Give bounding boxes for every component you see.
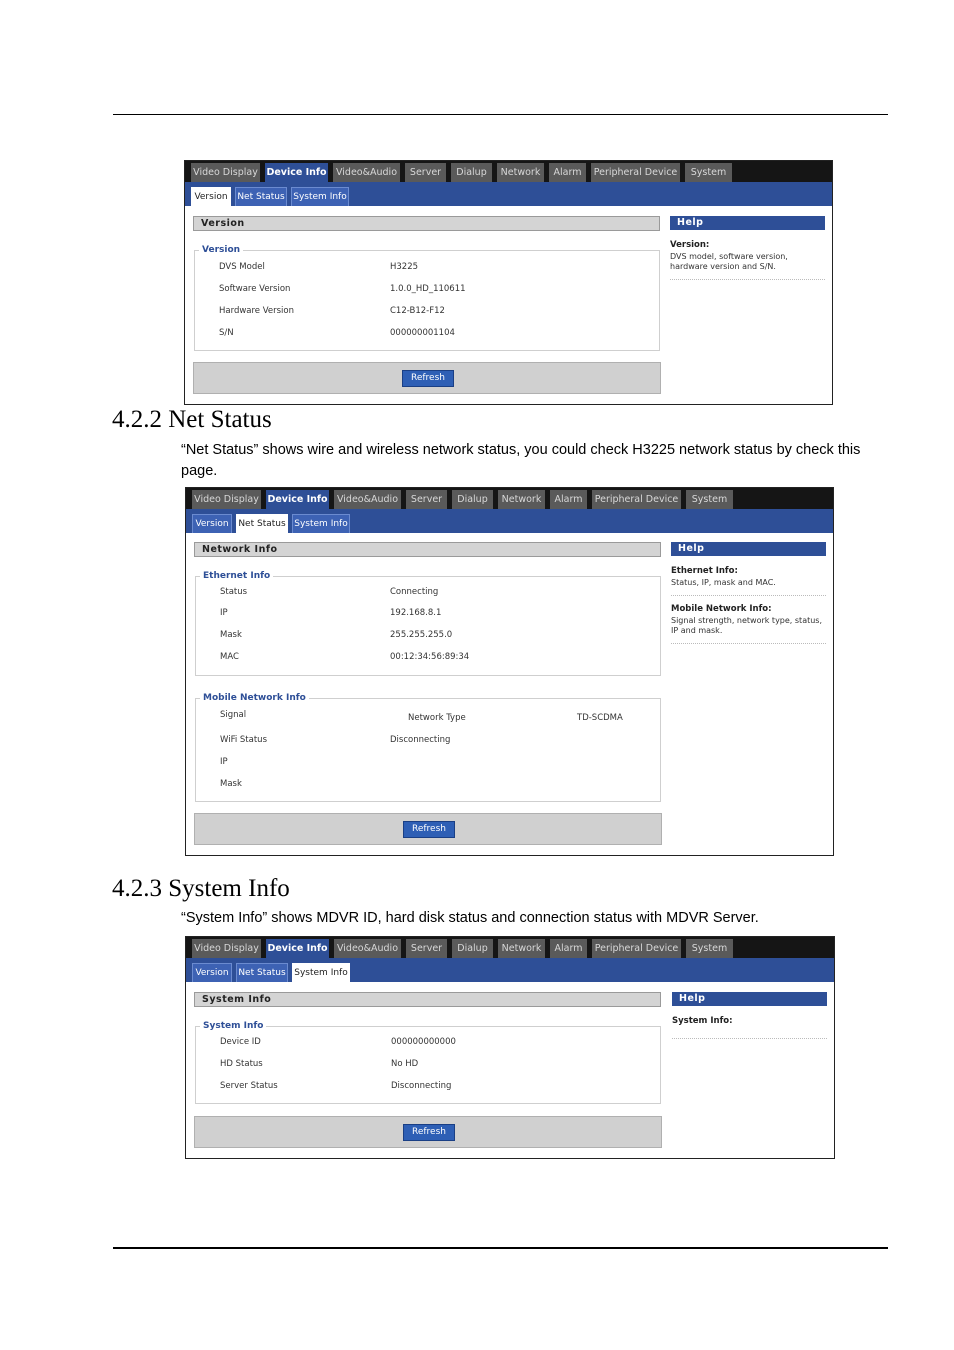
- help-title: Version:: [670, 240, 710, 250]
- ethernet-fieldset: [195, 571, 661, 676]
- version-fieldset: [194, 245, 660, 351]
- top-nav: [186, 488, 833, 509]
- help-text-mobile: Signal strength, network type, status, IP and mask.: [671, 616, 826, 644]
- top-nav: [186, 937, 834, 958]
- button-bar: [194, 813, 662, 845]
- value-device-id: 000000000000: [391, 1037, 456, 1047]
- subtab-system-info[interactable]: System Info: [292, 963, 350, 982]
- subtab-system-info[interactable]: System Info: [291, 187, 349, 206]
- label-mask: Mask: [220, 630, 242, 640]
- tab-alarm[interactable]: Alarm: [549, 163, 587, 182]
- fieldset-legend: Mobile Network Info: [200, 692, 309, 704]
- help-text-ethernet: Status, IP, mask and MAC.: [671, 578, 826, 596]
- top-nav: [185, 161, 832, 182]
- screenshot-net-status: [185, 487, 834, 856]
- panel-title: System Info: [194, 992, 661, 1007]
- tab-network[interactable]: Network: [498, 939, 546, 958]
- label-device-id: Device ID: [220, 1037, 261, 1047]
- tab-alarm[interactable]: Alarm: [550, 939, 588, 958]
- help-panel: [671, 542, 826, 644]
- value-network-type: TD-SCDMA: [577, 713, 623, 723]
- mobile-network-fieldset: [195, 693, 661, 802]
- label-server-status: Server Status: [220, 1081, 278, 1091]
- tab-alarm[interactable]: Alarm: [550, 490, 588, 509]
- subtab-version[interactable]: Version: [191, 187, 231, 206]
- panel-title: Network Info: [194, 542, 661, 557]
- value-software-version: 1.0.0_HD_110611: [390, 284, 466, 294]
- tab-peripheral-device[interactable]: Peripheral Device: [592, 490, 682, 509]
- value-dvs-model: H3225: [390, 262, 419, 272]
- tab-peripheral-device[interactable]: Peripheral Device: [592, 939, 682, 958]
- tab-device-info[interactable]: Device Info: [266, 490, 330, 509]
- value-mask: 255.255.255.0: [390, 630, 453, 640]
- value-sn: 000000001104: [390, 328, 455, 338]
- tab-video-display[interactable]: Video Display: [191, 163, 261, 182]
- tab-network[interactable]: Network: [498, 490, 546, 509]
- label-mac: MAC: [220, 652, 239, 662]
- tab-peripheral-device[interactable]: Peripheral Device: [591, 163, 681, 182]
- help-panel: [672, 992, 827, 1039]
- screenshot-system-info: [185, 936, 835, 1159]
- value-ip: 192.168.8.1: [390, 608, 442, 618]
- tab-video-audio[interactable]: Video&Audio: [334, 939, 402, 958]
- tab-server[interactable]: Server: [406, 490, 448, 509]
- fieldset-legend: System Info: [200, 1020, 266, 1032]
- sub-nav: [185, 182, 832, 206]
- label-network-type: Network Type: [408, 713, 466, 723]
- refresh-button[interactable]: Refresh: [403, 821, 455, 838]
- fieldset-legend: Ethernet Info: [200, 570, 273, 582]
- sub-nav: [186, 509, 833, 533]
- subtab-version[interactable]: Version: [192, 514, 232, 533]
- help-header: Help: [670, 216, 825, 230]
- value-wifi-status: Disconnecting: [390, 735, 451, 745]
- label-dvs-model: DVS Model: [219, 262, 265, 272]
- subtab-net-status[interactable]: Net Status: [236, 514, 288, 533]
- help-panel: [670, 216, 825, 280]
- section-text-net-status: “Net Status” shows wire and wireless network status, you could check H3225 network status by check this page.: [181, 442, 861, 479]
- value-hd-status: No HD: [391, 1059, 419, 1069]
- label-wifi-status: WiFi Status: [220, 735, 267, 745]
- label-signal: Signal: [220, 710, 247, 720]
- help-text: DVS model, software version, hardware version and S/N.: [670, 252, 825, 280]
- value-status: Connecting: [390, 587, 439, 597]
- subtab-net-status[interactable]: Net Status: [235, 187, 287, 206]
- help-header: Help: [672, 992, 827, 1006]
- value-server-status: Disconnecting: [391, 1081, 452, 1091]
- tab-system[interactable]: System: [686, 939, 734, 958]
- refresh-button[interactable]: Refresh: [402, 370, 454, 387]
- help-header: Help: [671, 542, 826, 556]
- tab-device-info[interactable]: Device Info: [266, 939, 330, 958]
- label-sn: S/N: [219, 328, 234, 338]
- fieldset-legend: Version: [199, 244, 243, 256]
- value-hardware-version: C12-B12-F12: [390, 306, 445, 316]
- tab-server[interactable]: Server: [406, 939, 448, 958]
- label-hd-status: HD Status: [220, 1059, 263, 1069]
- tab-network[interactable]: Network: [497, 163, 545, 182]
- tab-video-audio[interactable]: Video&Audio: [334, 490, 402, 509]
- sub-nav: [186, 958, 834, 982]
- tab-dialup[interactable]: Dialup: [451, 163, 493, 182]
- value-mac: 00:12:34:56:89:34: [390, 652, 470, 662]
- subtab-system-info[interactable]: System Info: [292, 514, 350, 533]
- help-title-mobile: Mobile Network Info:: [671, 604, 772, 614]
- tab-system[interactable]: System: [685, 163, 733, 182]
- section-heading-system-info: 4.2.3 System Info: [112, 875, 290, 902]
- button-bar: [194, 1116, 662, 1148]
- tab-system[interactable]: System: [686, 490, 734, 509]
- label-software-version: Software Version: [219, 284, 291, 294]
- label-mask: Mask: [220, 779, 242, 789]
- tab-video-display[interactable]: Video Display: [192, 490, 262, 509]
- panel-title: Version: [193, 216, 660, 231]
- label-ip: IP: [220, 757, 228, 767]
- tab-dialup[interactable]: Dialup: [452, 939, 494, 958]
- tab-device-info[interactable]: Device Info: [265, 163, 329, 182]
- tab-server[interactable]: Server: [405, 163, 447, 182]
- tab-video-audio[interactable]: Video&Audio: [333, 163, 401, 182]
- help-title-ethernet: Ethernet Info:: [671, 566, 738, 576]
- help-title: System Info:: [672, 1016, 827, 1039]
- footer-rule: [113, 1247, 888, 1249]
- system-info-fieldset: [195, 1021, 661, 1104]
- refresh-button[interactable]: Refresh: [403, 1124, 455, 1141]
- subtab-net-status[interactable]: Net Status: [236, 963, 288, 982]
- section-heading-net-status: 4.2.2 Net Status: [112, 406, 272, 433]
- tab-dialup[interactable]: Dialup: [452, 490, 494, 509]
- label-ip: IP: [220, 608, 228, 618]
- section-text-system-info: “System Info” shows MDVR ID, hard disk status and connection status with MDVR Server.: [181, 910, 759, 926]
- header-rule: [113, 114, 888, 115]
- tab-video-display[interactable]: Video Display: [192, 939, 262, 958]
- subtab-version[interactable]: Version: [192, 963, 232, 982]
- screenshot-version: [184, 160, 833, 405]
- label-status: Status: [220, 587, 248, 597]
- label-hardware-version: Hardware Version: [219, 306, 294, 316]
- button-bar: [193, 362, 661, 394]
